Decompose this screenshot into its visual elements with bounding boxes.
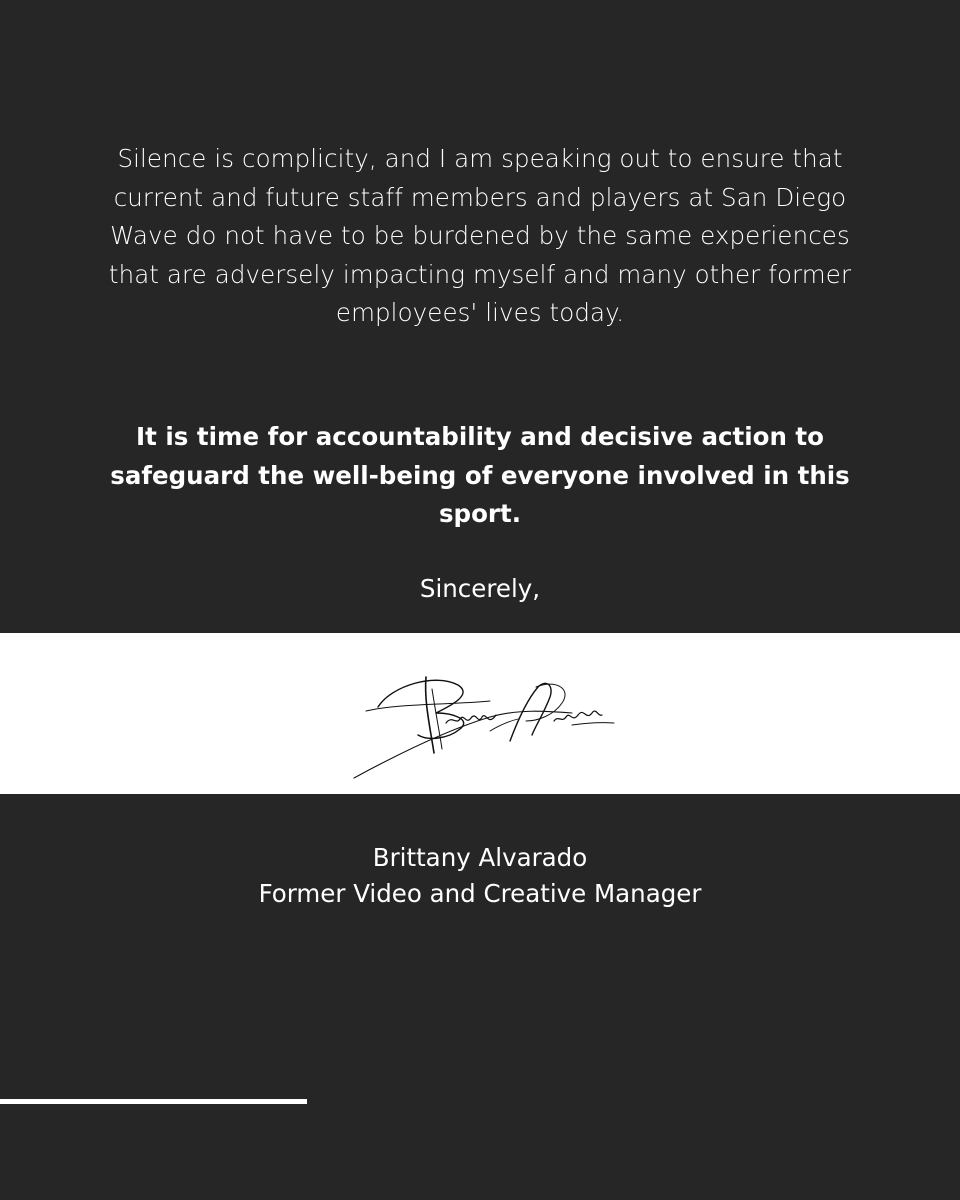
signature-band [0,633,960,794]
author-title: Former Video and Creative Manager [258,879,702,908]
decorative-rule [0,1099,307,1104]
signature-image [340,645,630,790]
letter-emphasis-paragraph: It is time for accountability and decisive action to safeguard the well-being of everyone involved in this sport. [110,422,850,528]
author-name: Brittany Alvarado [372,843,588,872]
letter-paragraph: Silence is complicity, and I am speaking out to ensure that current and future staff members and players at San Diego Wave do not have to be burdened by the same experiences that are adversely impacting myself and many other former employees' lives today. [108,144,852,327]
letter-closing: Sincerely, [419,574,541,603]
